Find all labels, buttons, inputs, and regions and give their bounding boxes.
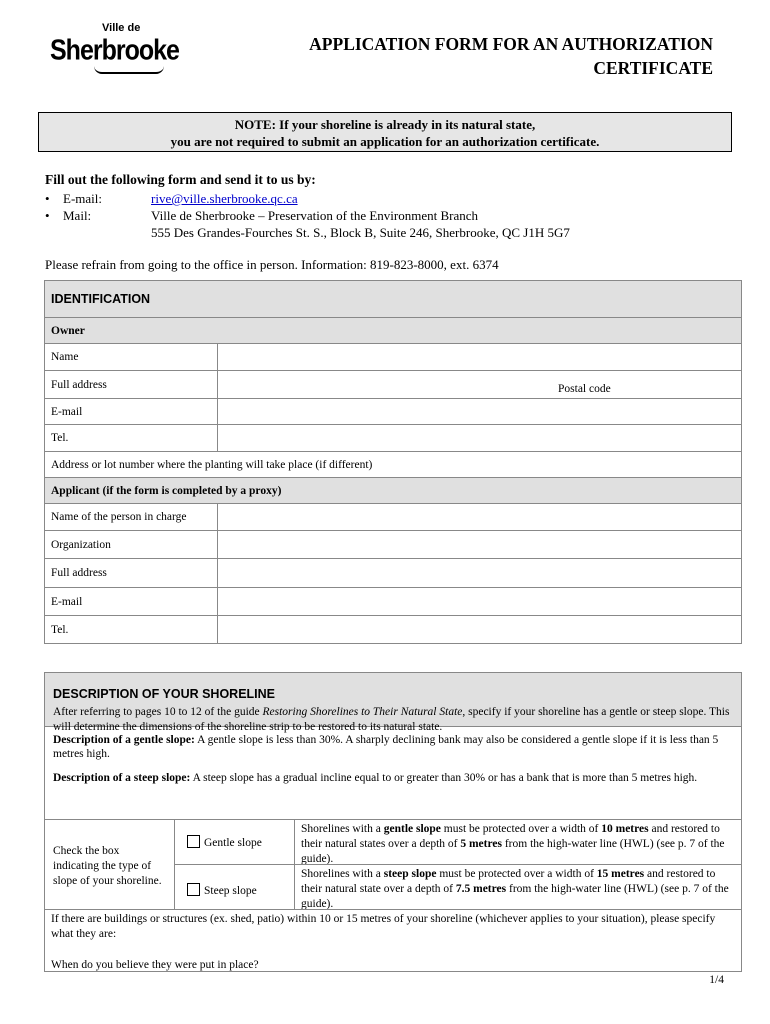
email-row-label: E-mail xyxy=(45,399,218,425)
person-label: Name of the person in charge xyxy=(45,504,218,531)
email2-label: E-mail xyxy=(45,588,218,616)
shoreline-intro: After referring to pages 10 to 12 of the guide Restoring Shorelines to Their Natural State, specify if your shoreline has a gentle or steep slope. This will determine the dimensions of the shoreline strip to be restored to its natural state. xyxy=(53,706,730,733)
steep-option[interactable] xyxy=(175,864,295,909)
tel-field[interactable] xyxy=(218,425,742,452)
mail-label: Mail: xyxy=(63,208,92,223)
instructions-heading: Fill out the following form and send it to us by: xyxy=(45,172,316,187)
page-title xyxy=(309,32,713,80)
gentle-checkbox[interactable] xyxy=(187,835,200,848)
mail-line2: 555 Des Grandes-Fourches St. S., Block B, Suite 246, Sherbrooke, QC J1H 5G7 xyxy=(151,225,570,240)
email-label: E-mail: xyxy=(63,191,102,206)
logo-swoosh xyxy=(94,66,164,74)
note-line2: you are not required to submit an application for an authorization certificate. xyxy=(170,134,600,149)
check-instruction: Check the box indicating the type of slope of your shoreline. xyxy=(45,819,175,909)
email-item: • E-mail: rive@ville.sherbrooke.qc.ca xyxy=(45,191,298,206)
email2-field[interactable] xyxy=(218,588,742,616)
mail-item: • Mail: Ville de Sherbrooke – Preservation of the Environment Branch xyxy=(45,208,479,223)
logo-big-text: Sherbrooke xyxy=(50,34,179,67)
lot-field[interactable]: Address or lot number where the planting will take place (if different) xyxy=(45,452,742,478)
organization-label: Organization xyxy=(45,531,218,559)
owner-header: Owner xyxy=(45,318,742,344)
slope-choice xyxy=(45,819,741,909)
shoreline-section xyxy=(44,672,742,972)
tel-label: Tel. xyxy=(45,425,218,452)
address-label: Full address xyxy=(45,371,218,399)
name-label: Name xyxy=(45,344,218,371)
address2-field[interactable] xyxy=(218,559,742,588)
note-line1: NOTE: If your shoreline is already in its natural state, xyxy=(234,117,536,132)
gentle-requirement: Shorelines with a gentle slope must be protected over a width of 10 metres and restored to their natural states over a depth of 5 metres from the high-water line (HWL) (see p. 7 of the guide). xyxy=(295,819,741,864)
title-line2: CERTIFICATE xyxy=(593,58,713,78)
steep-description: Description of a steep slope: A steep slope has a gradual incline equal to or greater than 30% or has a bank that is more than 5 metres high. xyxy=(53,772,698,784)
address-field[interactable] xyxy=(218,371,742,399)
applicant-header: Applicant (if the form is completed by a proxy) xyxy=(45,478,742,504)
page-number: 1/4 xyxy=(709,974,724,986)
tel2-label: Tel. xyxy=(45,616,218,644)
shoreline-header-block xyxy=(45,673,741,733)
buildings-question: If there are buildings or structures (ex. shed, patio) within 10 or 15 metres of your shoreline (whichever applies to your situation), please specify what they are: xyxy=(51,913,716,940)
note-box xyxy=(38,112,732,152)
gentle-option-label: Gentle slope xyxy=(204,837,262,849)
steep-checkbox[interactable] xyxy=(187,883,200,896)
title-line1: APPLICATION FORM FOR AN AUTHORIZATION xyxy=(309,34,713,54)
buildings-field[interactable] xyxy=(45,909,741,971)
organization-field[interactable] xyxy=(218,531,742,559)
mail-line1: Ville de Sherbrooke – Preservation of the Environment Branch xyxy=(151,208,479,223)
tel2-field[interactable] xyxy=(218,616,742,644)
postal-code-label: Postal code xyxy=(558,382,611,395)
person-field[interactable] xyxy=(218,504,742,531)
sherbrooke-logo xyxy=(50,22,180,84)
address2-label: Full address xyxy=(45,559,218,588)
when-question: When do you believe they were put in place? xyxy=(51,959,259,971)
logo-small-text: Ville de xyxy=(102,22,141,34)
shoreline-header: DESCRIPTION OF YOUR SHORELINE xyxy=(53,687,276,701)
contact-list xyxy=(45,190,570,241)
gentle-option[interactable] xyxy=(175,819,295,864)
email-link[interactable]: rive@ville.sherbrooke.qc.ca xyxy=(151,191,298,206)
identification-header: IDENTIFICATION xyxy=(45,281,742,318)
steep-requirement: Shorelines with a steep slope must be protected over a width of 15 metres and restored to their natural state over a depth of 7.5 metres from the high-water line (HWL) (see p. 7 of the guide). xyxy=(295,864,741,909)
steep-option-label: Steep slope xyxy=(204,885,257,897)
refrain-text: Please refrain from going to the office in person. Information: 819-823-8000, ext. 6374 xyxy=(45,257,499,272)
name-field[interactable] xyxy=(218,344,742,371)
gentle-description: Description of a gentle slope: A gentle slope is less than 30%. A sharply declining bank may also be considered a gentle slope if it is less than 5 metres high. xyxy=(53,734,719,760)
identification-table xyxy=(44,280,742,644)
email-field[interactable] xyxy=(218,399,742,425)
